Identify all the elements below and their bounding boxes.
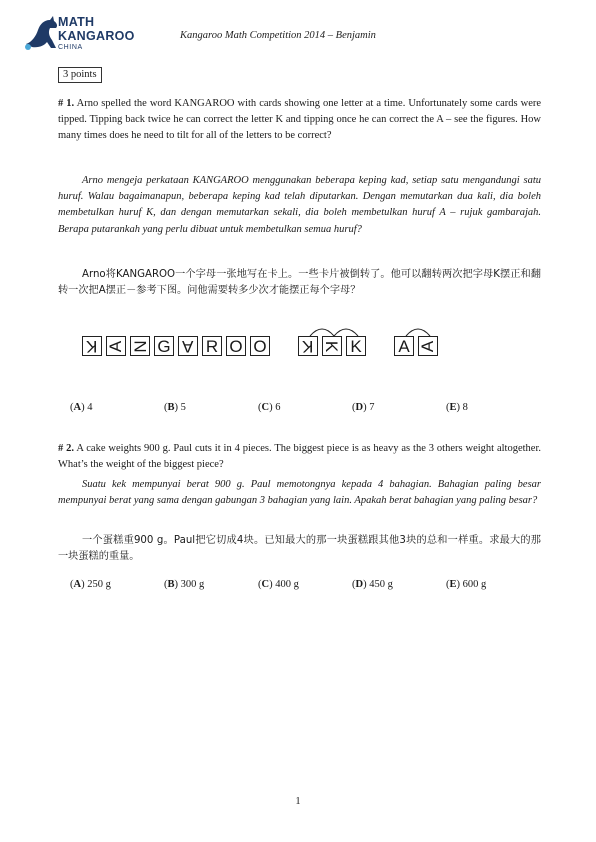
q2-option-d[interactable]: (D) 450 g	[352, 579, 393, 590]
q1-option-b[interactable]: (B) 5	[164, 402, 186, 413]
q2-english	[58, 441, 541, 473]
card-8: O	[250, 336, 270, 356]
arc-k-2	[334, 329, 358, 336]
card-6: R	[202, 336, 222, 356]
q2-number: # 2.	[58, 443, 75, 454]
q1-option-e[interactable]: (E) 8	[446, 402, 468, 413]
math-kangaroo-logo	[22, 14, 152, 54]
q2-option-c[interactable]: (C) 400 g	[258, 579, 299, 590]
running-title: Kangaroo Math Competition 2014 – Benjamin	[180, 30, 376, 41]
card-3: N	[130, 336, 150, 356]
kangaroo-cards-figure	[82, 336, 542, 360]
q1-option-d[interactable]: (D) 7	[352, 402, 375, 413]
card-1: K	[82, 336, 102, 356]
q2-option-b[interactable]: (B) 300 g	[164, 579, 205, 590]
q1-option-c[interactable]: (C) 6	[258, 402, 281, 413]
a-demo-1: A	[394, 336, 414, 356]
kangaroo-icon	[22, 14, 62, 54]
q2-option-e[interactable]: (E) 600 g	[446, 579, 487, 590]
q1-number: # 1.	[58, 98, 75, 109]
card-5: A	[178, 336, 198, 356]
points-label: 3 points	[58, 67, 102, 83]
k-demo-1: K	[298, 336, 318, 356]
logo-line-1: MATH	[58, 15, 95, 29]
q2-malay: Suatu kek mempunyai berat 900 g. Paul memotongnya kepada 4 bahagian. Bahagian paling besar mempunyai berat yang sama dengan gabungan 3 bahagian yang lain. Apakah berat bahagian yang paling besar?	[58, 479, 541, 507]
q1-malay: Arno mengeja perkataan KANGAROO menggunakan beberapa keping kad, setiap satu mengandungi satu huruf. Walau bagaimanapun, beberapa keping kad telah diputarkan. Dengan memutarkan dua kali, dia boleh membetulkan huruf K, dan dengan memutarkan sekali, dia boleh membetulkan huruf A – rujuk gambarajah. Berapa putarankah yang perlu dibuat untuk membetulkan semua huruf?	[58, 175, 541, 235]
logo-text	[58, 16, 135, 51]
arc-k-1	[310, 329, 334, 336]
page-number: 1	[295, 796, 301, 807]
q2-english-text: A cake weights 900 g. Paul cuts it in 4 pieces. The biggest piece is as heavy as the 3 others weight altogether. What’s the weight of the biggest piece?	[58, 443, 541, 471]
tipping-arcs	[300, 322, 450, 338]
arc-a-1	[406, 329, 430, 336]
card-7: O	[226, 336, 246, 356]
card-2: A	[106, 336, 126, 356]
q1-option-a[interactable]: (A) 4	[70, 402, 93, 413]
k-demo-2: K	[322, 336, 342, 356]
q1-chinese: Arno将KANGAROO一个字母一张地写在卡上。一些卡片被倒转了。他可以翻转两次把字母K摆正和翻转一次把A摆正－参考下图。问他需要转多少次才能摆正每个字母？	[58, 269, 541, 297]
logo-line-3: CHINA	[58, 44, 83, 51]
a-demo-2: A	[418, 336, 438, 356]
logo-line-2: KANGAROO	[58, 28, 135, 43]
q1-english	[58, 96, 541, 145]
q2-option-a[interactable]: (A) 250 g	[70, 579, 111, 590]
k-demo-3: K	[346, 336, 366, 356]
q1-english-text: Arno spelled the word KANGAROO with cards showing one letter at a time. Unfortunately some cards were tipped. Tipping back twice he can correct the letter K and tipping once he can correct the A – see the figures. How many times does he need to tilt for all of the letters to be correct?	[58, 98, 542, 142]
card-4: G	[154, 336, 174, 356]
q2-chinese: 一个蛋糕重900 g。Paul把它切成4块。已知最大的那一块蛋糕跟其他3块的总和一样重。求最大的那一块蛋糕的重量。	[58, 535, 541, 563]
